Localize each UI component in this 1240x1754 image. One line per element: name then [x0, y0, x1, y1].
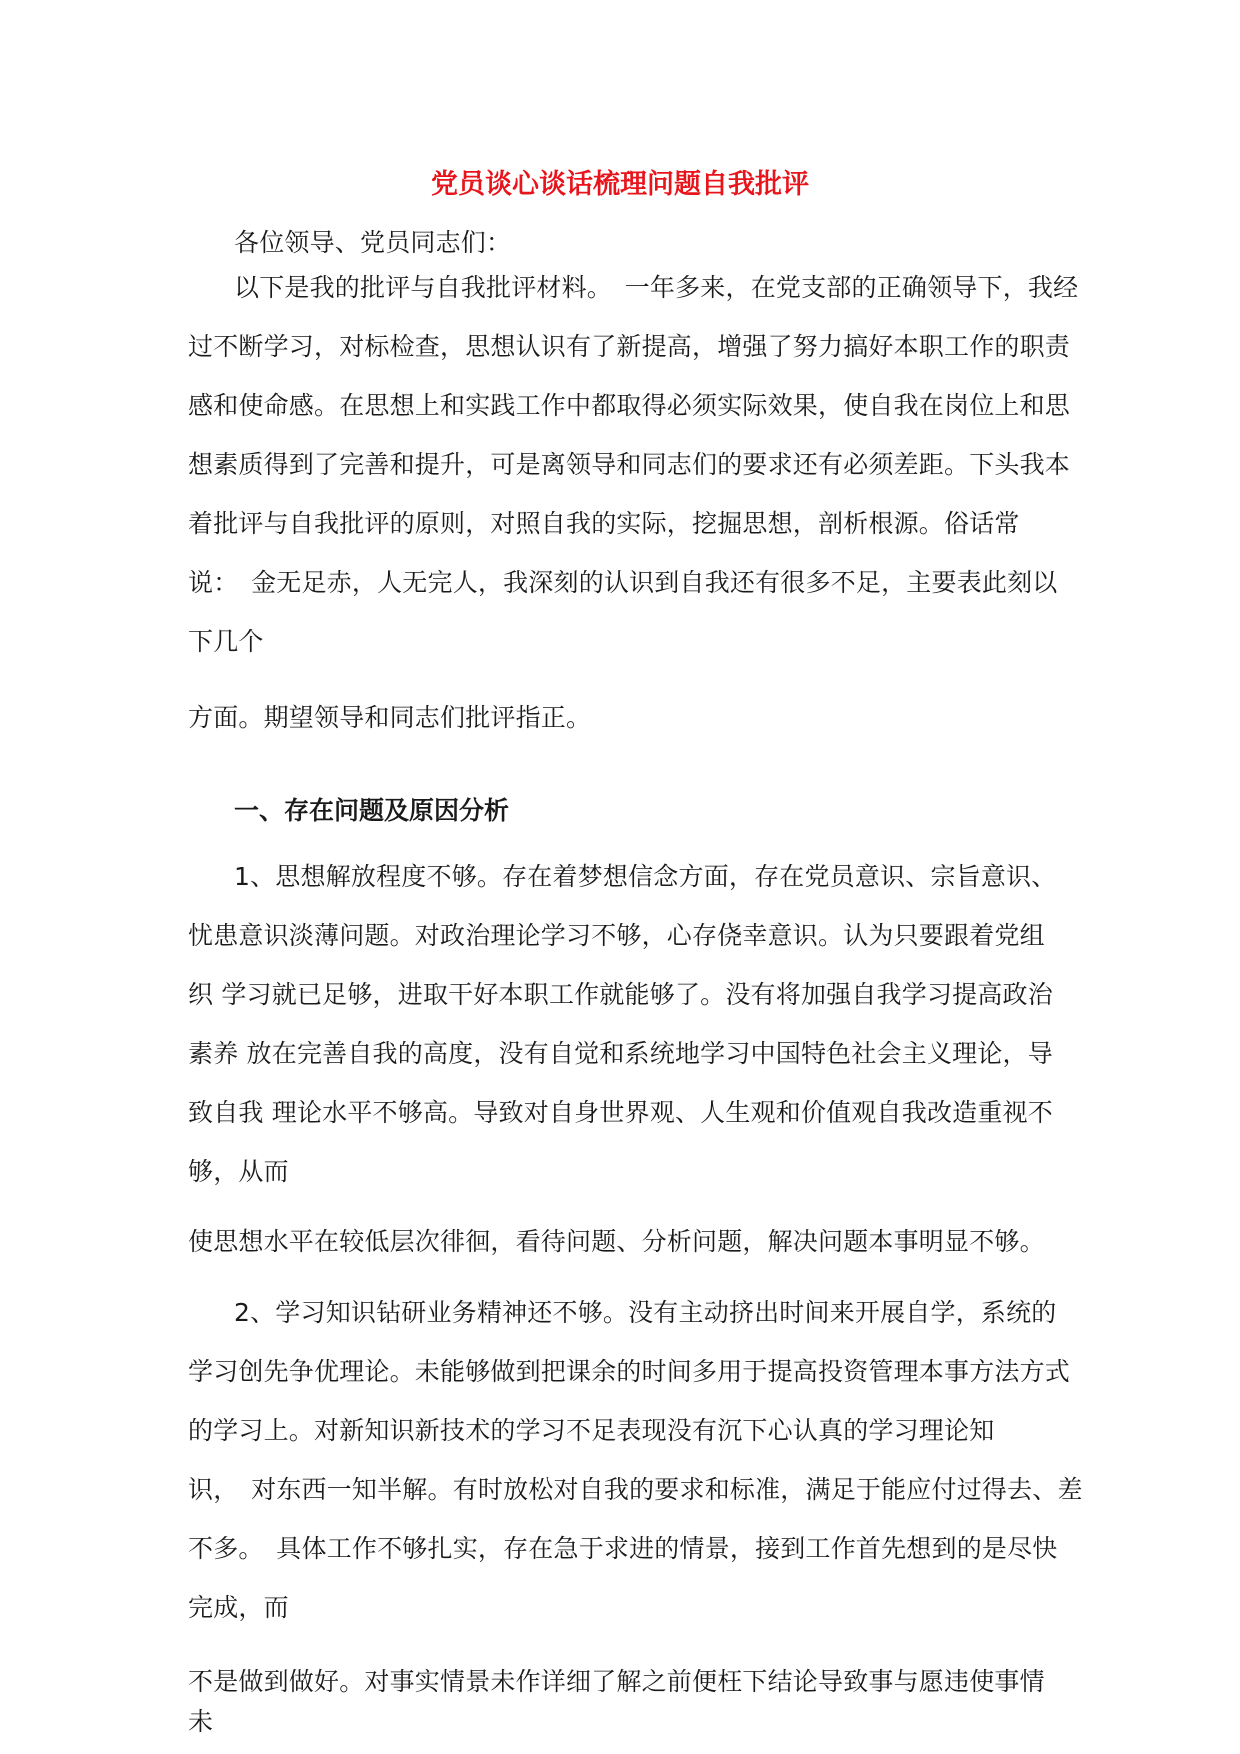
paragraph-line: 想素质得到了完善和提升，可是离领导和同志们的要求还有必须差距。下头我本: [188, 450, 1071, 479]
paragraph-line: 感和使命感。在思想上和实践工作中都取得必须实际效果，使自我在岗位上和思: [188, 391, 1071, 420]
paragraph-line: 够，从而: [188, 1157, 289, 1186]
problem-item-2-end: 不是做到做好。对事实情景未作详细了解之前便枉下结论导致事与愿违使事情未: [188, 1667, 1045, 1736]
paragraph-line: 的学习上。对新知识新技术的学习不足表现没有沉下心认真的学习理论知: [188, 1416, 995, 1445]
paragraph-line: 说： 金无足赤，人无完人，我深刻的认识到自我还有很多不足，主要表此刻以: [188, 568, 1058, 597]
paragraph-line: 织 学习就已足够，进取干好本职工作就能够了。没有将加强自我学习提高政治: [188, 980, 1053, 1009]
paragraph-line: 学习创先争优理论。未能够做到把课余的时间多用于提高投资管理本事方法方式: [188, 1357, 1071, 1386]
paragraph-line: 素养 放在完善自我的高度，没有自觉和系统地学习中国特色社会主义理论，导: [188, 1039, 1053, 1068]
paragraph-intro-end: 方面。期望领导和同志们批评指正。: [188, 703, 592, 732]
paragraph-line: 1、思想解放程度不够。存在着梦想信念方面，存在党员意识、宗旨意识、: [234, 862, 1057, 891]
greeting: 各位领导、党员同志们：: [234, 228, 512, 257]
paragraph-line: 识， 对东西一知半解。有时放松对自我的要求和标准，满足于能应付过得去、差: [188, 1475, 1083, 1504]
paragraph-intro: [188, 258, 1079, 671]
paragraph-line: 着批评与自我批评的原则，对照自我的实际，挖掘思想，剖析根源。俗话常: [188, 509, 1020, 538]
paragraph-line: 2、学习知识钻研业务精神还不够。没有主动挤出时间来开展自学，系统的: [234, 1298, 1057, 1327]
paragraph-line: 致自我 理论水平不够高。导致对自身世界观、人生观和价值观自我改造重视不: [188, 1098, 1053, 1127]
problem-item-1: [188, 847, 1068, 1201]
paragraph-line: 以下是我的批评与自我批评材料。 一年多来，在党支部的正确领导下，我经: [234, 273, 1079, 302]
problem-item-1-end: 使思想水平在较低层次徘徊，看待问题、分析问题，解决问题本事明显不够。: [188, 1227, 1045, 1256]
paragraph-line: 下几个: [188, 627, 264, 656]
paragraph-line: 完成，而: [188, 1593, 289, 1622]
document-title: 党员谈心谈话梳理问题自我批评: [431, 169, 809, 200]
section-heading: 一、存在问题及原因分析: [234, 796, 510, 825]
paragraph-line: 忧患意识淡薄问题。对政治理论学习不够，心存侥幸意识。认为只要跟着党组: [188, 921, 1045, 950]
paragraph-line: 过不断学习，对标检查，思想认识有了新提高，增强了努力搞好本职工作的职责: [188, 332, 1071, 361]
paragraph-line: 不多。 具体工作不够扎实，存在急于求进的情景，接到工作首先想到的是尽快: [188, 1534, 1058, 1563]
problem-item-2: [188, 1283, 1083, 1637]
